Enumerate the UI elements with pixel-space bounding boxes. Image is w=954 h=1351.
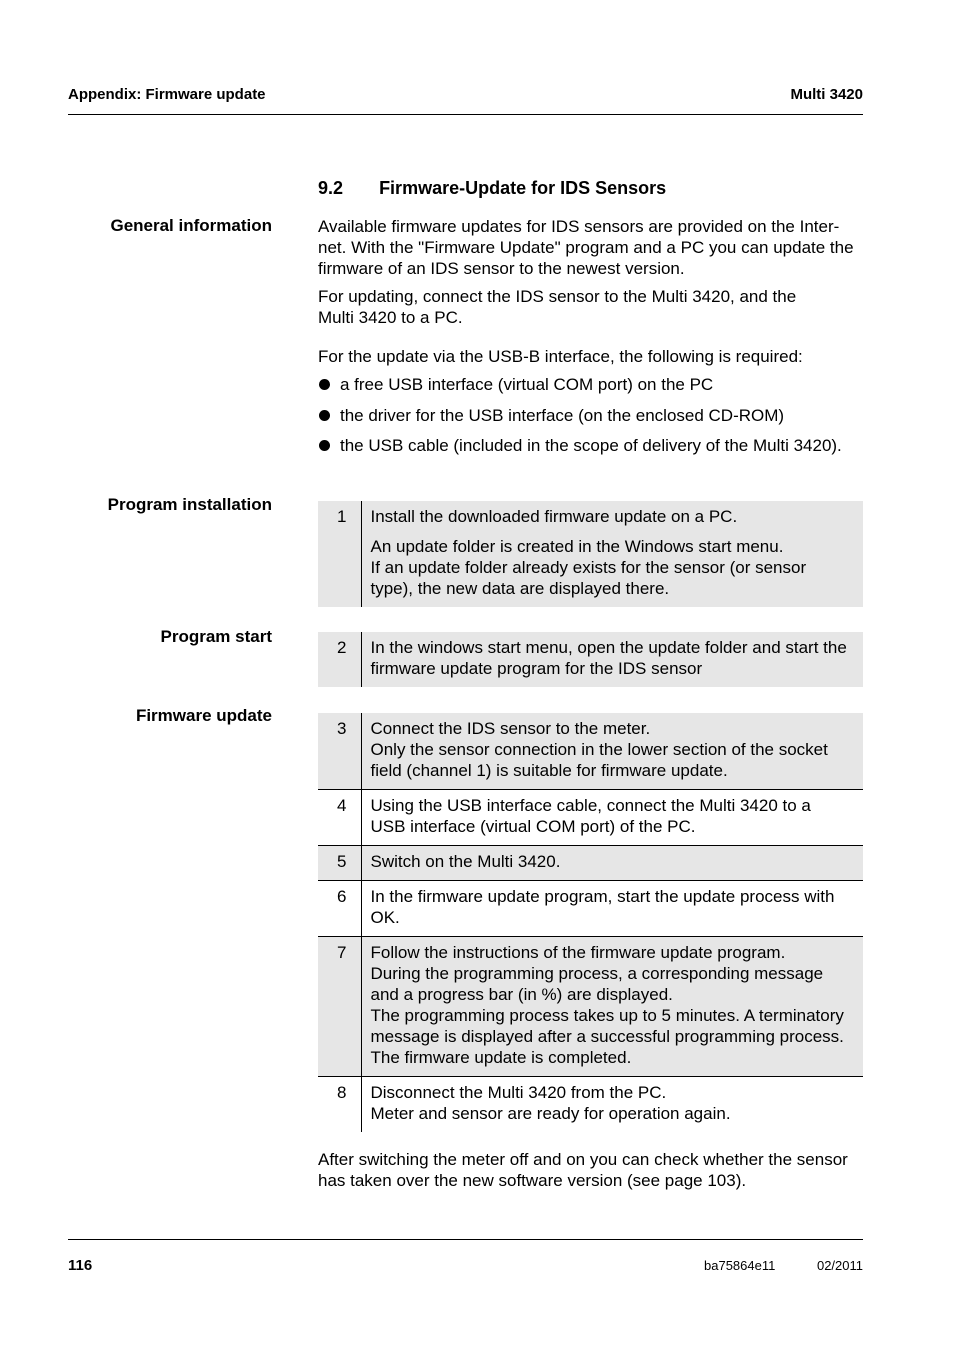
section-title: Firmware-Update for IDS Sensors xyxy=(379,178,667,198)
text-line: In the windows start menu, open the update folder and start the xyxy=(370,638,847,657)
closing-paragraph xyxy=(318,1149,866,1191)
list-item xyxy=(318,435,868,456)
text-line: firmware update program for the IDS sensor xyxy=(370,659,703,678)
general-info-paragraph-1 xyxy=(318,216,866,279)
step-text xyxy=(361,1077,863,1133)
document-id: ba75864e11 xyxy=(704,1258,776,1273)
text-line: and a progress bar (in %) are displayed. xyxy=(370,985,673,1004)
step-number: 3 xyxy=(318,713,361,790)
step-text xyxy=(361,846,863,881)
text-line: firmware of an IDS sensor to the newest version. xyxy=(318,259,685,278)
steps-table-installation xyxy=(318,501,863,607)
text-line: For updating, connect the IDS sensor to the Multi 3420, and the xyxy=(318,287,797,306)
text-line: The programming process takes up to 5 minutes. A terminatory xyxy=(370,1006,844,1025)
text-line: The firmware update is completed. xyxy=(370,1048,632,1067)
table-row xyxy=(318,846,863,881)
text-line: Available firmware updates for IDS sensors are provided on the Inter- xyxy=(318,217,840,236)
text-line: If an update folder already exists for the sensor (or sensor xyxy=(370,558,807,577)
table-row xyxy=(318,501,863,607)
text-line: has taken over the new software version (see page 103). xyxy=(318,1171,747,1190)
text-line: During the programming process, a corresponding message xyxy=(370,964,824,983)
text-line: Follow the instructions of the firmware update program. xyxy=(370,943,786,962)
list-item-text: a free USB interface (virtual COM port) on the PC xyxy=(340,375,714,394)
text-line: Only the sensor connection in the lower section of the socket xyxy=(370,740,828,759)
bullet-icon xyxy=(319,410,330,421)
running-header-left: Appendix: Firmware update xyxy=(68,86,266,103)
side-label-program-installation: Program installation xyxy=(107,495,272,514)
section-number: 9.2 xyxy=(318,178,344,198)
step-number: 7 xyxy=(318,937,361,1077)
text-line: net. With the "Firmware Update" program and a PC you can update the xyxy=(318,238,854,257)
table-row xyxy=(318,937,863,1077)
step-number: 4 xyxy=(318,790,361,846)
list-item xyxy=(318,374,868,395)
bullet-icon xyxy=(319,379,330,390)
step-text xyxy=(361,881,863,937)
text-line: Switch on the Multi 3420. xyxy=(370,852,561,871)
text-line: USB interface (virtual COM port) of the PC. xyxy=(370,817,696,836)
table-row xyxy=(318,713,863,790)
text-line: Multi 3420 to a PC. xyxy=(318,308,463,327)
text-line: Connect the IDS sensor to the meter. xyxy=(370,719,651,738)
list-item-text: the USB cable (included in the scope of delivery of the Multi 3420). xyxy=(340,436,842,455)
text-line: Disconnect the Multi 3420 from the PC. xyxy=(370,1083,667,1102)
step-number: 1 xyxy=(318,501,361,607)
table-row xyxy=(318,881,863,937)
running-header-right: Multi 3420 xyxy=(790,86,863,103)
document-date: 02/2011 xyxy=(816,1258,863,1273)
page-number: 116 xyxy=(68,1257,93,1274)
side-label-general-information: General information xyxy=(110,216,272,235)
step-text xyxy=(361,632,863,687)
header-rule xyxy=(68,114,863,115)
requirements-list xyxy=(318,374,868,466)
step-number: 2 xyxy=(318,632,361,687)
text-line: Meter and sensor are ready for operation again. xyxy=(370,1104,731,1123)
step-text xyxy=(361,937,863,1077)
table-row xyxy=(318,632,863,687)
step-text xyxy=(361,501,863,607)
step-text xyxy=(361,713,863,790)
steps-table-start xyxy=(318,632,863,687)
general-info-paragraph-2 xyxy=(318,286,866,328)
text-line: field (channel 1) is suitable for firmware update. xyxy=(370,761,728,780)
table-row xyxy=(318,790,863,846)
steps-table-firmware-update xyxy=(318,713,863,1132)
text-line: message is displayed after a successful programming process. xyxy=(370,1027,844,1046)
text-line: Install the downloaded firmware update on a PC. xyxy=(370,507,738,526)
side-label-program-start: Program start xyxy=(160,627,272,646)
step-number: 6 xyxy=(318,881,361,937)
side-label-firmware-update: Firmware update xyxy=(135,706,272,725)
section-heading xyxy=(318,178,666,199)
text-line: Using the USB interface cable, connect the Multi 3420 to a xyxy=(370,796,811,815)
step-number: 5 xyxy=(318,846,361,881)
step-number: 8 xyxy=(318,1077,361,1133)
list-item xyxy=(318,405,868,426)
text-line: After switching the meter off and on you can check whether the sensor xyxy=(318,1150,848,1169)
footer-rule xyxy=(68,1239,863,1240)
bullet-icon xyxy=(319,440,330,451)
table-row xyxy=(318,1077,863,1133)
text-line: An update folder is created in the Windows start menu. xyxy=(370,537,784,556)
list-item-text: the driver for the USB interface (on the enclosed CD-ROM) xyxy=(340,405,785,425)
step-text xyxy=(361,790,863,846)
general-info-paragraph-3: For the update via the USB-B interface, the following is required: xyxy=(318,347,803,366)
text-line: OK. xyxy=(370,908,400,927)
text-line: type), the new data are displayed there. xyxy=(370,579,670,598)
text-line: In the firmware update program, start the update process with xyxy=(370,887,835,906)
